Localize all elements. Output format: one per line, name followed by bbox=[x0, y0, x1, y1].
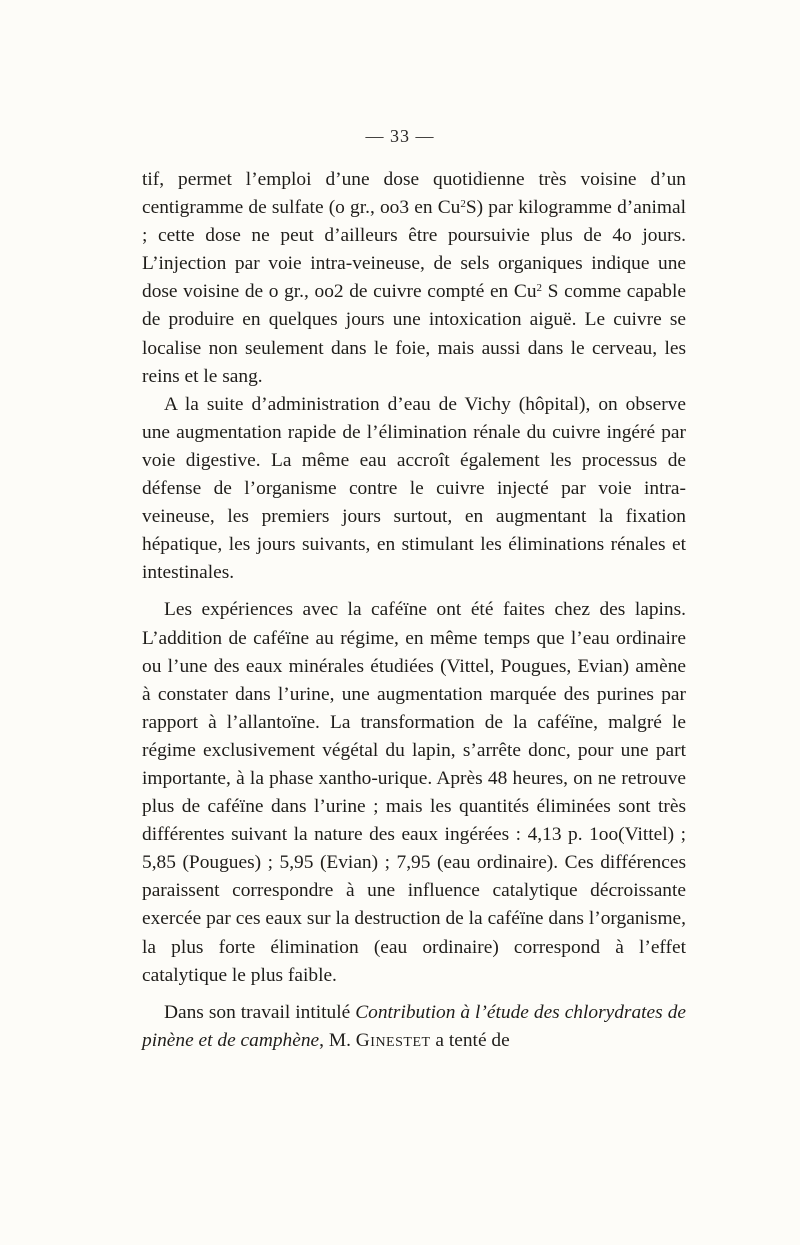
text-run: A la suite d’administration d’eau de Vichy (hôpital), on observe une augmentation rapide de l’élimination rénale du cuivre ingéré par voie digestive. La même eau accroît également les processus de défense de l’organisme contre le cuivre injecté par voie intra-veineuse, les premiers jours surtout, en augmentant la fixation hépatique, les jours suivants, en stimulant les éliminations rénales et intestinales. bbox=[142, 393, 686, 584]
paragraph-vichy bbox=[142, 391, 686, 588]
text-run: Dans son travail intitulé bbox=[164, 1001, 356, 1023]
superscript: 2 bbox=[536, 282, 543, 295]
text-run: tif, permet l’emploi d’une dose quotidienne très voisine d’un centigramme de sulfate (o gr., oo3 en Cu bbox=[142, 169, 686, 219]
italic-title: Contribution à l’étude des chlorydrates de pinène et de camphène bbox=[142, 1001, 686, 1051]
text-run: Les expériences avec la caféïne ont été faites chez des lapins. L’addition de caféïne au régime, en même temps que l’eau ordinaire ou l’une des eaux minérales étudiées (Vittel, Pougues, Evian) amène à constater dans l’urine, une augmentation marquée des purines par rapport à l’allantoïne. La transformation de la caféïne, malgré le régime exclusivement végétal du lapin, s’arrête donc, pour une part importante, à la phase xantho-urique. Après 48 heures, on ne retrouve plus de caféïne dans l’urine ; mais les quantités éliminées sont très différentes suivant la nature des eaux ingérées : 4,13 p. 1oo(Vittel) ; 5,85 (Pougues) ; 5,95 (Evian) ; 7,95 (eau ordinaire). Ces différences paraissent correspondre à une influence catalytique décroissante exercée par ces eaux sur la destruction de la caféïne dans l’organisme, la plus forte élimination (eau ordinaire) correspond à l’effet catalytique le plus faible. bbox=[142, 599, 686, 986]
author-name: Ginestet bbox=[355, 1029, 431, 1051]
paragraph-cafeine bbox=[142, 596, 686, 989]
text-run: S comme capable de produire en quelques jours une intoxication aiguë. Le cuivre se localise non seulement dans le foie, mais aussi dans le cerveau, les reins et le sang. bbox=[142, 281, 686, 387]
superscript: 2 bbox=[460, 198, 466, 211]
page-number: — 33 — bbox=[365, 126, 435, 146]
paragraph-continuation bbox=[142, 166, 686, 391]
paragraph-ginestet bbox=[142, 999, 686, 1055]
text-run: a tenté de bbox=[430, 1029, 510, 1051]
text-run: , M. bbox=[319, 1029, 356, 1051]
body-text bbox=[142, 166, 686, 1055]
text-run: S) par kilogramme d’animal ; cette dose ne peut d’ailleurs être poursuivie plus de 4o jours. L’injection par voie intra-veineuse, de sels organiques indique une dose voisine de o gr., oo2 de cuivre compté en Cu bbox=[142, 197, 686, 303]
